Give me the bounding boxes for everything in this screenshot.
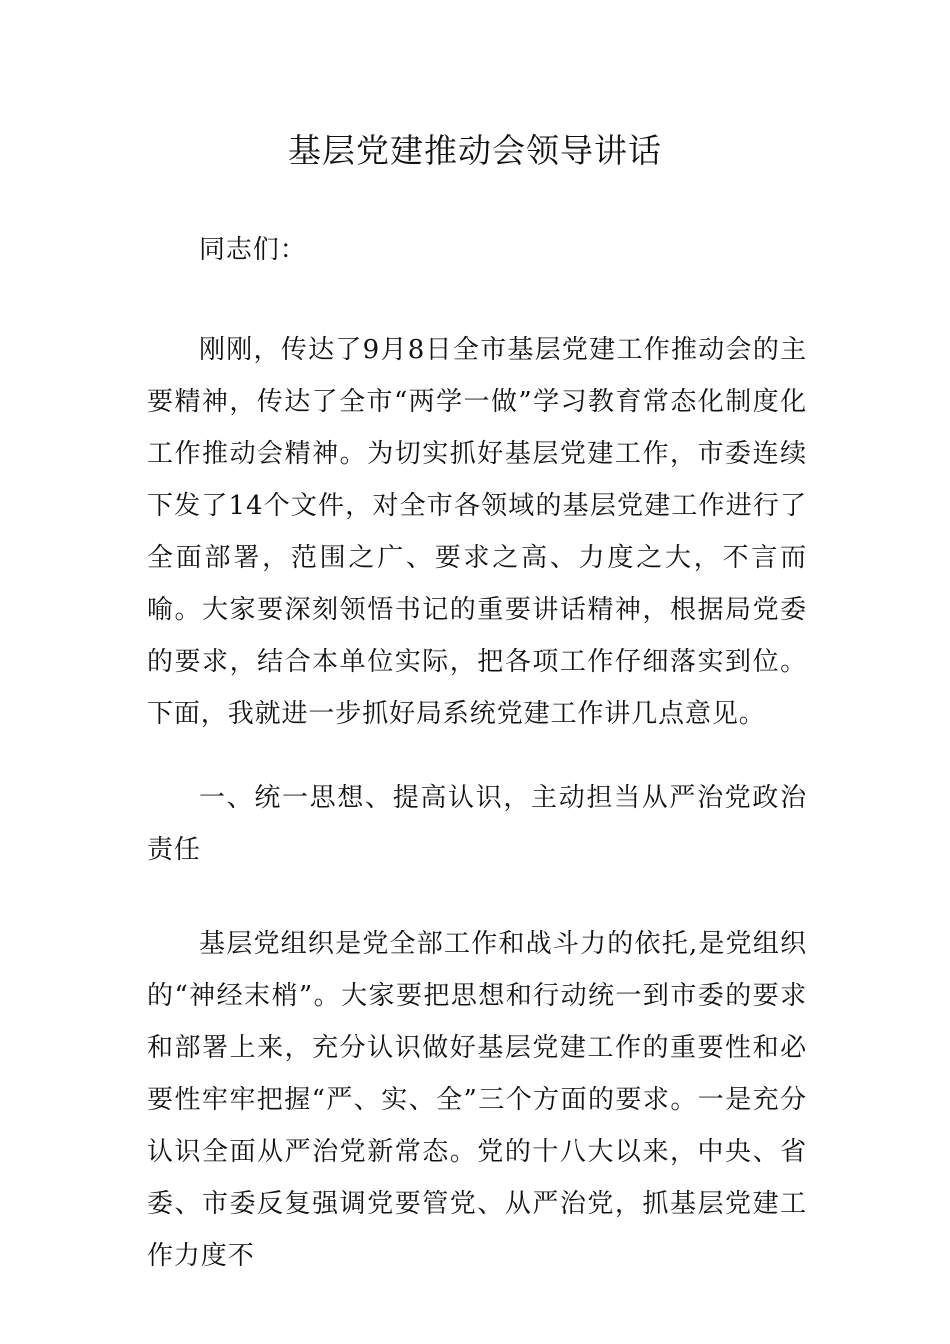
section-heading-1: 一、统一思想、提高认识，主动担当从严治党政治责任: [147, 783, 807, 865]
paragraph-section-1: 基层党组织是党全部工作和战斗力的依托,是党组织的“神经末梢”。大家要把思想和行动统一到市委的要求和部署上来，充分认识做好基层党建工作的重要性和必要性牢牢把握“严、实、全”三个方面的要求。一是充分认识全面从严治党新常态。党的十八大以来，中央、省委、市委反复强调党要管党、从严治党，抓基层党建工作力度不: [147, 929, 807, 1271]
salutation: 同志们：: [199, 235, 307, 265]
document-title: 基层党建推动会领导讲话: [288, 131, 662, 170]
paragraph-intro: 刚刚，传达了9月8日全市基层党建工作推动会的主要精神，传达了全市“两学一做”学习教育常态化制度化工作推动会精神。为切实抓好基层党建工作，市委连续下发了14个文件，对全市各领域的基层党建工作进行了全面部署，范围之广、要求之高、力度之大，不言而喻。大家要深刻领悟书记的重要讲话精神，根据局党委的要求，结合本单位实际，把各项工作仔细落实到位。下面，我就进一步抓好局系统党建工作讲几点意见。: [147, 335, 807, 729]
